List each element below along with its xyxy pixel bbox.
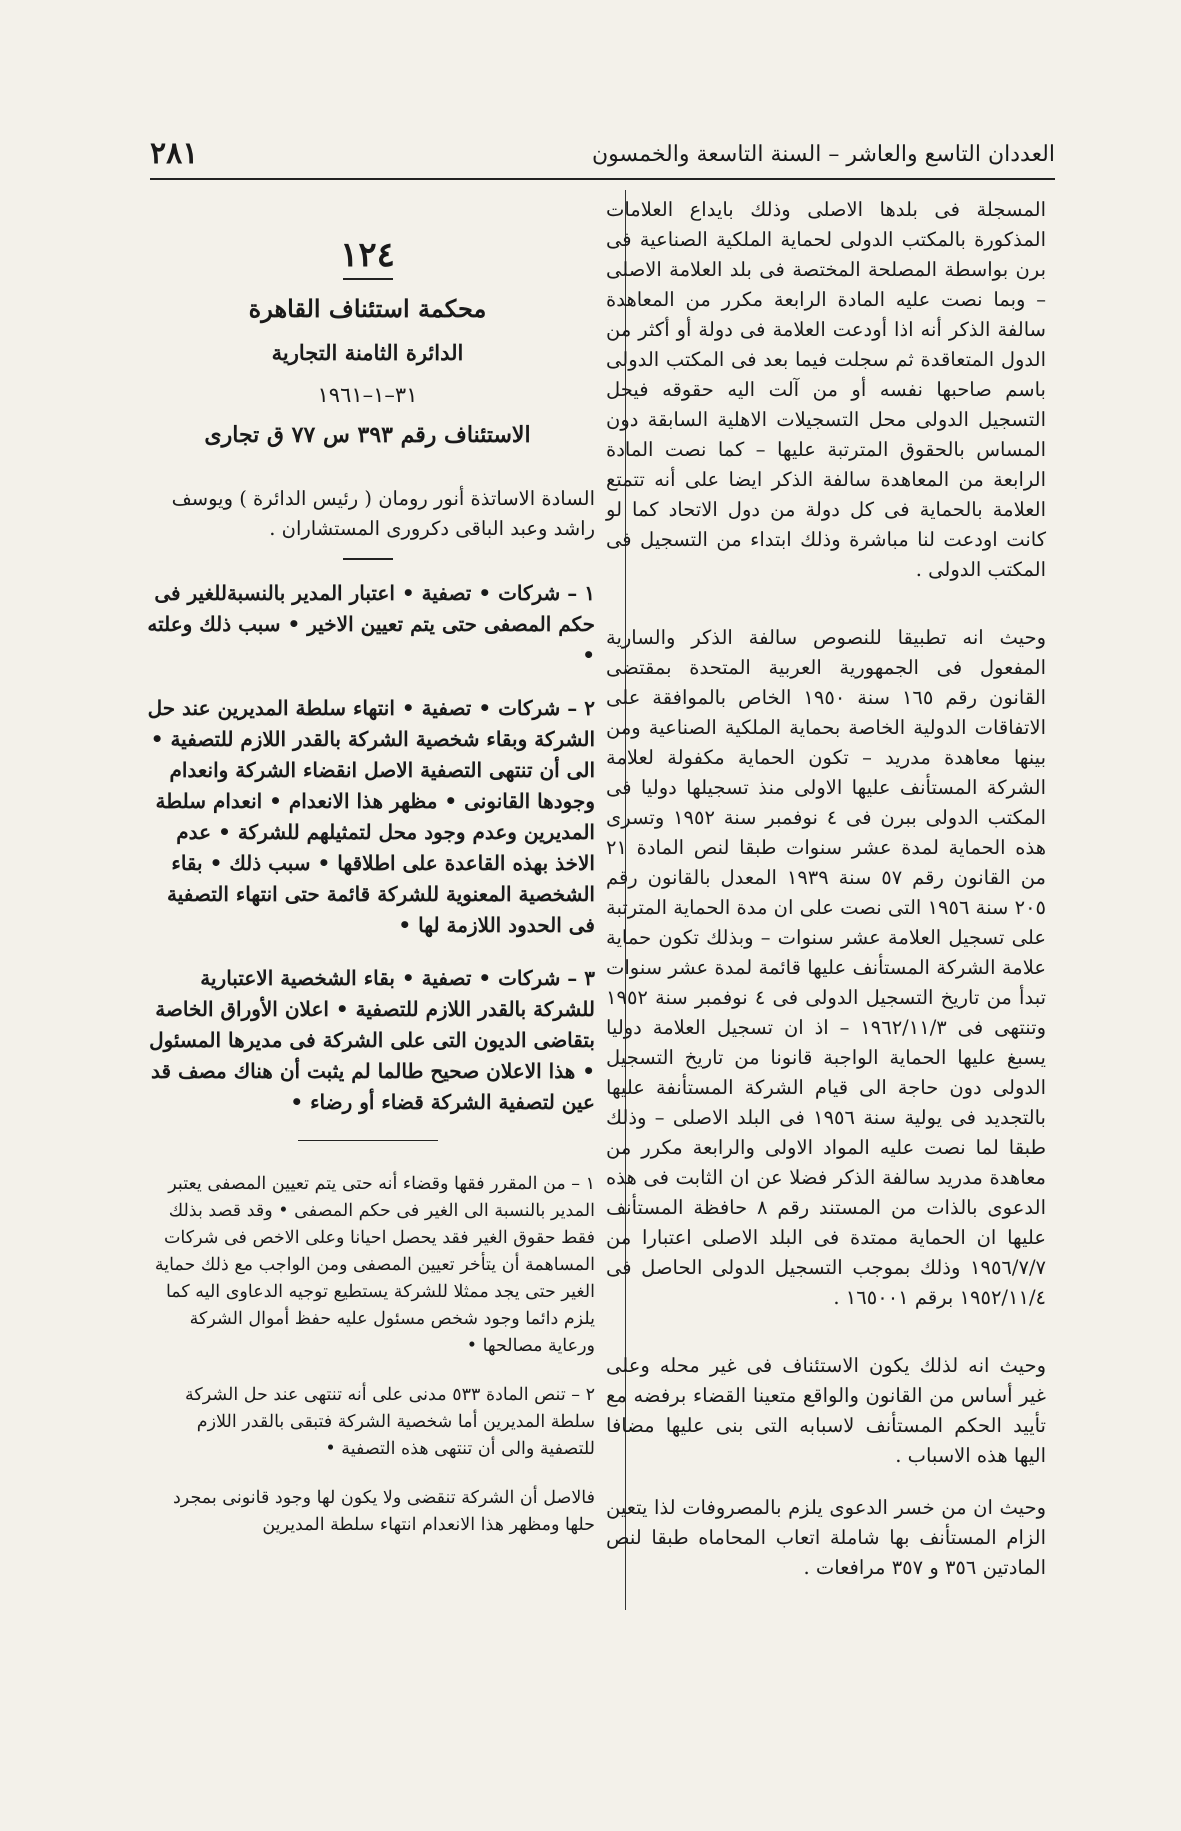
case-number-rule [343,278,393,280]
body-paragraph: وحيث انه تطبيقا للنصوص سالفة الذكر والسارية المفعول فى الجمهورية العربية المتحدة بمقتضى القانون رقم ١٦٥ سنة ١٩٥٠ الخاص بالموافقة على الاتفاقات الدولية الخاصة بحماية الملكية الصناعية ومن بينها معاهدة مدريد – تكون الحماية مكفولة لعلامة الشركة المستأنف عليها الاولى منذ تسجيلها دوليا فى المكتب الدولى ببرن فى ٤ نوفمبر سنة ١٩٥٢ وتسرى هذه الحماية لمدة عشر سنوات طبقا لنص المادة ٢١ من القانون رقم ٥٧ سنة ١٩٣٩ المعدل بالقانون رقم ٢٠٥ سنة ١٩٥٦ التى نصت على ان مدة الحماية المترتبة على تسجيل العلامة عشر سنوات – وبذلك تكون حماية علامة الشركة المستأنف عليها قائمة لمدة عشر سنوات تبدأ من تاريخ التسجيل الدولى فى ٤ نوفمبر سنة ١٩٥٢ وتنتهى فى ١٩٦٢/١١/٣ – اذ ان تسجيل العلامة دوليا يسبغ عليها الحماية الواجبة قانونا من تاريخ التسجيل الدولى دون حاجة الى قيام الشركة المستأنفة عليها بالتجديد فى يولية سنة ١٩٥٦ فى البلد الاصلى – وذلك طبقا لما نصت عليه المواد الاولى والرابعة مكرر من معاهدة مدريد سالفة الذكر فضلا عن ان الثابت فى هذه الدعوى بالذات من المستند رقم ٨ حافظة المستأنف عليها ان الحماية ممتدة فى البلد الاصلى اعتبارا من ١٩٥٦/٧/٧ وذلك بموجب التسجيل الدولى الحاصل فى ١٩٥٢/١١/٤ برقم ١٦٥٠٠١ . [606,626,1047,1309]
appeal-number: الاستئناف رقم ٣٩٣ س ٧٧ ق تجارى [204,422,531,448]
court-name: محكمة استئناف القاهرة [248,294,487,323]
body-paragraph: وحيث ان من خسر الدعوى يلزم بالمصروفات لذا يتعين الزام المستأنف بها شاملة اتعاب المحاماه طبقا لنص المادتين ٣٥٦ و ٣٥٧ مرافعات . [606,1496,1046,1579]
section-rule [298,1140,438,1141]
footnote: ١ – من المقرر فقها وقضاء أنه حتى يتم تعيين المصفى يعتبر المدير بالنسبة الى الغير فى حكم المصفى • وقد قصد بذلك فقط حقوق الغير فقد يحصل احيانا وعلى الاخص فى شركات المساهمة أن يتأخر تعيين المصفى ومن الواجب مع ذلك حماية الغير حتى يجد ممثلا للشركة يستطيع توجيه الدعاوى اليه كما يلزم دائما وجود شخص مسئول عليه حفظ أموال الشركة ورعاية مصالحها • [154,1174,595,1356]
header-rule [150,178,1055,180]
case-number: ١٢٤ [340,235,395,275]
judgment-date: ٣١–١–١٩٦١ [317,383,418,407]
section-rule [343,558,393,560]
bench-composition: السادة الاساتذة أنور رومان ( رئيس الدائرة ) ويوسف راشد وعبد الباقى دكرورى المستشاران . [171,487,595,540]
left-column [140,235,595,1561]
circuit-name: الدائرة الثامنة التجارية [271,340,464,365]
running-title: العددان التاسع والعاشر – السنة التاسعة والخمسون [591,142,1055,167]
headnote: ٢ – شركات • تصفية • انتهاء سلطة المديرين عند حل الشركة وبقاء شخصية الشركة بالقدر اللازم للتصفية • الى أن تنتهى التصفية الاصل انقضاء الشركة وانعدام وجودها القانونى • مظهر هذا الانعدام • انعدام سلطة المديرين وعدم وجود محل لتمثيلهم للشركة • عدم الاخذ بهذه القاعدة على اطلاقها • سبب ذلك • بقاء الشخصية المعنوية للشركة قائمة حتى انتهاء التصفية فى الحدود اللازمة لها • [147,696,595,937]
footnote: فالاصل أن الشركة تنقضى ولا يكون لها وجود قانونى بمجرد حلها ومظهر هذا الانعدام انتهاء سلطة المديرين [173,1488,595,1535]
page-number: ٢٨١ [150,136,199,171]
headnote: ٣ – شركات • تصفية • بقاء الشخصية الاعتبارية للشركة بالقدر اللازم للتصفية • اعلان الأوراق الخاصة بتقاضى الديون التى على الشركة فى مديرها المسئول • هذا الاعلان صحيح طالما لم يثبت أن هناك مصف قد عين لتصفية الشركة قضاء أو رضاء • [149,966,595,1114]
headnote: ١ – شركات • تصفية • اعتبار المدير بالنسبةللغير فى حكم المصفى حتى يتم تعيين الاخير • سبب ذلك وعلته • [147,581,595,667]
page-header [150,136,1055,176]
right-column [606,195,1046,1595]
footnote: ٢ – تنص المادة ٥٣٣ مدنى على أنه تنتهى عند حل الشركة سلطة المديرين أما شخصية الشركة فتبقى بالقدر اللازم للتصفية والى أن تنتهى هذه التصفية • [185,1385,595,1459]
body-paragraph: وحيث انه لذلك يكون الاستئناف فى غير محله وعلى غير أساس من القانون والواقع متعينا القضاء برفضه مع تأييد الحكم المستأنف لاسبابه التى بنى عليها مضافا اليها هذه الاسباب . [606,1354,1046,1467]
body-paragraph: المسجلة فى بلدها الاصلى وذلك بايداع العلامات المذكورة بالمكتب الدولى لحماية الملكية الصناعية فى برن بواسطة المصلحة المختصة فى بلد العلامة الاصلى – وبما نصت عليه المادة الرابعة مكرر من المعاهدة سالفة الذكر أنه اذا أودعت العلامة فى دولة أو أكثر من الدول المتعاقدة ثم سجلت فيما بعد فى المكتب الدولى باسم صاحبها نفسه أو من آلت اليه حقوقه فيحل التسجيل الدولى محل التسجيلات الاهلية السابقة دون المساس بالحقوق المترتبة عليها – كما نصت المادة الرابعة من المعاهدة سالفة الذكر ايضا على أنه تتمتع العلامة بالحماية فى كل دولة من دول الاتحاد كما لو كانت اودعت لنا مباشرة وذلك ابتداء من التسجيل فى المكتب الدولى . [606,198,1046,581]
